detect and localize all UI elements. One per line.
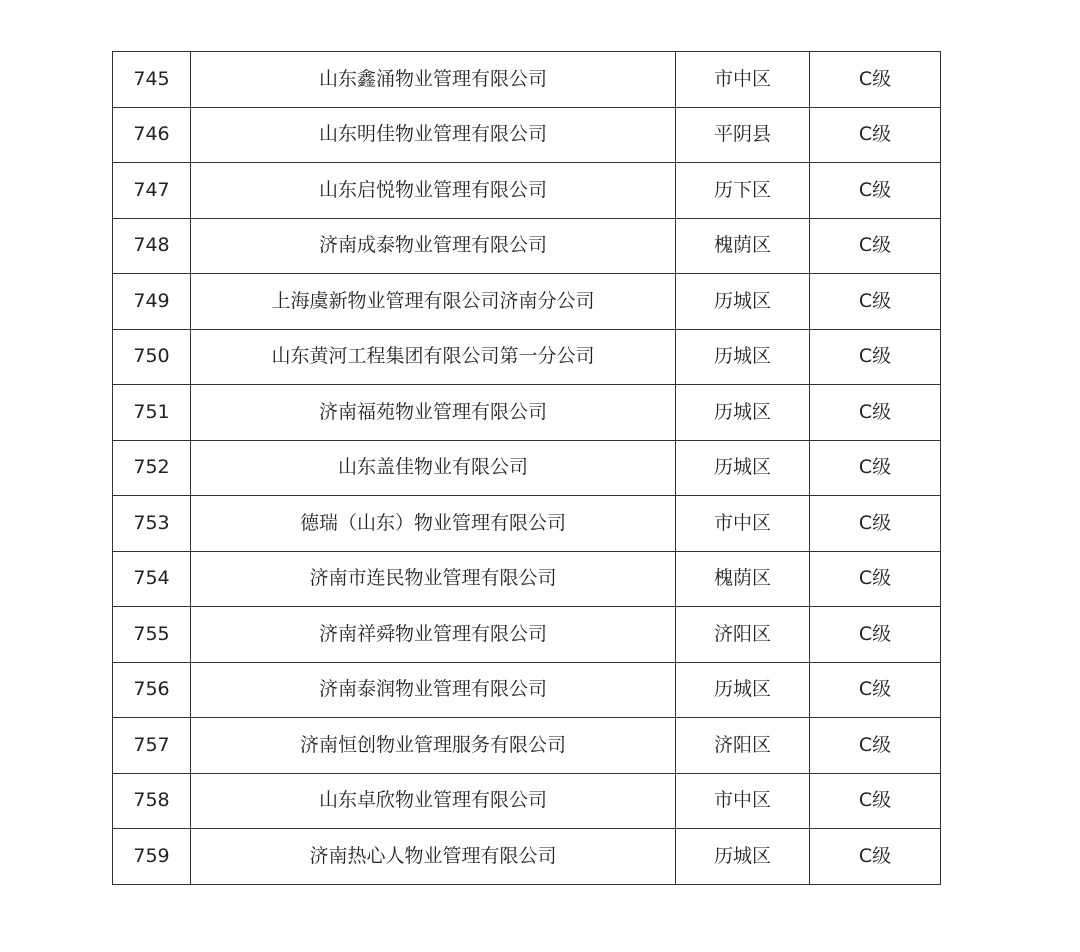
district-cell: 历城区	[676, 440, 810, 496]
grade-cell: C级	[810, 52, 941, 108]
company-name-cell: 济南祥舜物业管理有限公司	[191, 607, 676, 663]
row-number-cell: 759	[113, 829, 191, 885]
district-cell: 历城区	[676, 274, 810, 330]
table-row	[113, 496, 941, 552]
row-number-cell: 747	[113, 163, 191, 219]
grade-cell: C级	[810, 163, 941, 219]
table-row	[113, 607, 941, 663]
table-row	[113, 718, 941, 774]
district-cell: 历城区	[676, 329, 810, 385]
grade-cell: C级	[810, 329, 941, 385]
district-cell: 历下区	[676, 163, 810, 219]
company-name-cell: 济南恒创物业管理服务有限公司	[191, 718, 676, 774]
company-name-cell: 上海虞新物业管理有限公司济南分公司	[191, 274, 676, 330]
district-cell: 平阴县	[676, 107, 810, 163]
grade-cell: C级	[810, 551, 941, 607]
grade-cell: C级	[810, 607, 941, 663]
table-row	[113, 773, 941, 829]
row-number-cell: 755	[113, 607, 191, 663]
company-name-cell: 济南热心人物业管理有限公司	[191, 829, 676, 885]
company-name-cell: 山东启悦物业管理有限公司	[191, 163, 676, 219]
company-grade-table	[112, 51, 941, 885]
company-name-cell: 济南成泰物业管理有限公司	[191, 218, 676, 274]
row-number-cell: 746	[113, 107, 191, 163]
table-row	[113, 662, 941, 718]
grade-cell: C级	[810, 773, 941, 829]
district-cell: 槐荫区	[676, 218, 810, 274]
table-row	[113, 274, 941, 330]
district-cell: 济阳区	[676, 607, 810, 663]
company-name-cell: 济南市连民物业管理有限公司	[191, 551, 676, 607]
district-cell: 市中区	[676, 496, 810, 552]
district-cell: 历城区	[676, 385, 810, 441]
grade-cell: C级	[810, 662, 941, 718]
company-name-cell: 山东明佳物业管理有限公司	[191, 107, 676, 163]
grade-cell: C级	[810, 385, 941, 441]
company-name-cell: 山东鑫涌物业管理有限公司	[191, 52, 676, 108]
table-row	[113, 440, 941, 496]
row-number-cell: 751	[113, 385, 191, 441]
company-name-cell: 济南泰润物业管理有限公司	[191, 662, 676, 718]
row-number-cell: 754	[113, 551, 191, 607]
table-row	[113, 52, 941, 108]
district-cell: 济阳区	[676, 718, 810, 774]
table-row	[113, 551, 941, 607]
table-body	[113, 52, 941, 885]
row-number-cell: 756	[113, 662, 191, 718]
row-number-cell: 758	[113, 773, 191, 829]
company-name-cell: 山东卓欣物业管理有限公司	[191, 773, 676, 829]
row-number-cell: 757	[113, 718, 191, 774]
grade-cell: C级	[810, 274, 941, 330]
table-row	[113, 107, 941, 163]
document-sheet	[112, 51, 940, 885]
company-name-cell: 济南福苑物业管理有限公司	[191, 385, 676, 441]
table-row	[113, 218, 941, 274]
district-cell: 槐荫区	[676, 551, 810, 607]
district-cell: 市中区	[676, 773, 810, 829]
district-cell: 历城区	[676, 829, 810, 885]
grade-cell: C级	[810, 440, 941, 496]
row-number-cell: 750	[113, 329, 191, 385]
grade-cell: C级	[810, 218, 941, 274]
table-row	[113, 329, 941, 385]
row-number-cell: 753	[113, 496, 191, 552]
grade-cell: C级	[810, 107, 941, 163]
row-number-cell: 752	[113, 440, 191, 496]
table-row	[113, 829, 941, 885]
row-number-cell: 748	[113, 218, 191, 274]
grade-cell: C级	[810, 496, 941, 552]
district-cell: 历城区	[676, 662, 810, 718]
grade-cell: C级	[810, 718, 941, 774]
grade-cell: C级	[810, 829, 941, 885]
row-number-cell: 749	[113, 274, 191, 330]
row-number-cell: 745	[113, 52, 191, 108]
company-name-cell: 山东黄河工程集团有限公司第一分公司	[191, 329, 676, 385]
table-row	[113, 385, 941, 441]
district-cell: 市中区	[676, 52, 810, 108]
company-name-cell: 德瑞（山东）物业管理有限公司	[191, 496, 676, 552]
table-row	[113, 163, 941, 219]
company-name-cell: 山东盖佳物业有限公司	[191, 440, 676, 496]
